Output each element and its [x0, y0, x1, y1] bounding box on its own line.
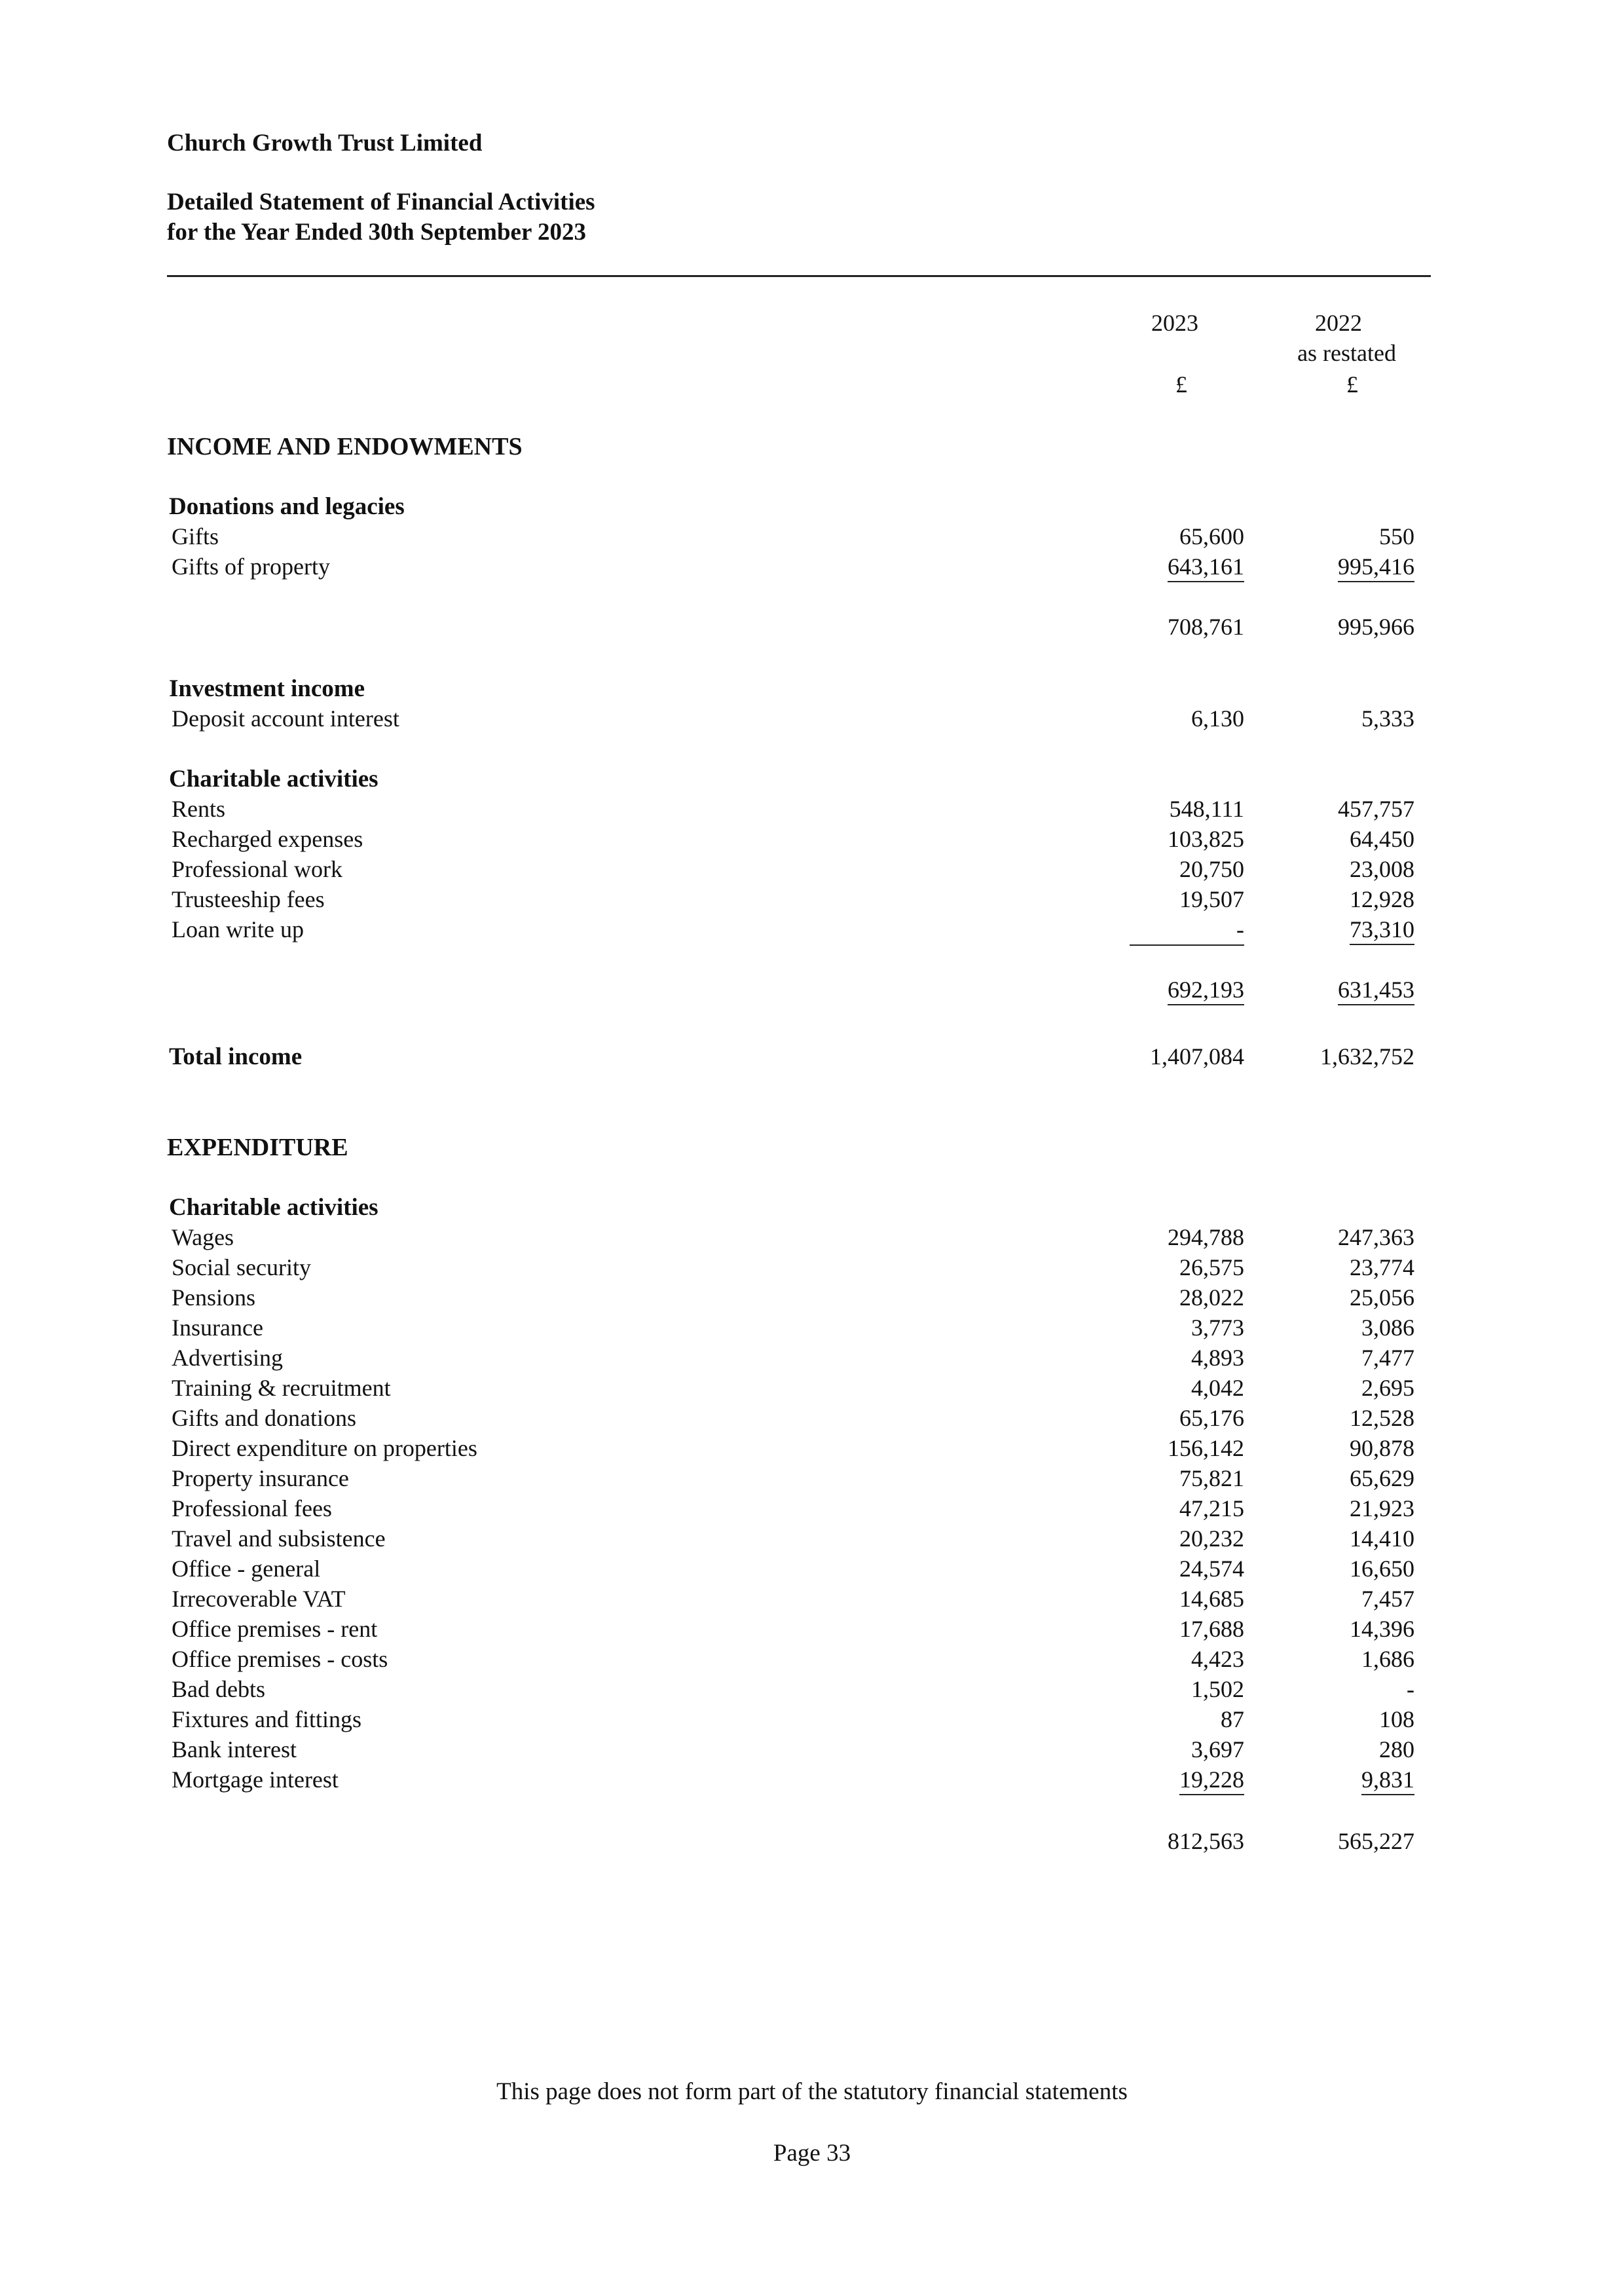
row-label: Office premises - rent — [172, 1616, 378, 1642]
row-value-2022: 457,757 — [1338, 796, 1414, 822]
row-value-2023: 19,507 — [1179, 886, 1244, 912]
row-value-2022: 23,008 — [1350, 856, 1414, 882]
donations-subtotal-2022: 995,966 — [1338, 614, 1414, 640]
row-value-2022: 16,650 — [1350, 1556, 1414, 1582]
row-label: Insurance — [172, 1315, 263, 1341]
row-value-2022: 1,686 — [1361, 1646, 1414, 1672]
row-label: Gifts — [172, 523, 219, 550]
currency-2023: £ — [1175, 371, 1187, 398]
row-value-2023: 4,423 — [1191, 1646, 1244, 1672]
row-value-2022 — [1244, 1766, 1414, 1793]
row-label: Professional work — [172, 856, 342, 882]
row-value-2023-text: - — [1130, 916, 1244, 946]
statement-period: for the Year Ended 30th September 2023 — [167, 219, 586, 246]
row-value-2022: 12,928 — [1350, 886, 1414, 912]
row-value-2022: 64,450 — [1350, 826, 1414, 852]
row-value-2022 — [1244, 916, 1414, 943]
investment-heading: Investment income — [169, 675, 365, 702]
row-label: Loan write up — [172, 916, 304, 942]
row-value-2022: 23,774 — [1350, 1254, 1414, 1280]
income-charitable-subtotal-2022-text: 631,453 — [1338, 977, 1414, 1005]
currency-2022: £ — [1346, 371, 1358, 398]
row-value-2023: 17,688 — [1179, 1616, 1244, 1642]
row-value-2023: 3,773 — [1191, 1315, 1244, 1341]
row-value-2023-text: 19,228 — [1179, 1766, 1244, 1795]
page-number: Page 33 — [773, 2140, 851, 2167]
column-year-2023: 2023 — [1151, 310, 1198, 336]
row-value-2023: 156,142 — [1168, 1435, 1244, 1461]
row-value-2023: 20,750 — [1179, 856, 1244, 882]
row-value-2023: 6,130 — [1191, 705, 1244, 732]
income-charitable-subtotal-2023 — [1074, 976, 1244, 1003]
row-label: Wages — [172, 1224, 234, 1250]
row-value-2022: 7,457 — [1361, 1586, 1414, 1612]
row-value-2022 — [1244, 553, 1414, 580]
total-income-2023: 1,407,084 — [1150, 1043, 1244, 1070]
row-value-2022: 550 — [1379, 523, 1414, 550]
expenditure-total-2023: 812,563 — [1168, 1828, 1244, 1854]
expenditure-total-2022: 565,227 — [1338, 1828, 1414, 1854]
row-value-2023: 65,176 — [1179, 1405, 1244, 1431]
row-value-2022: 5,333 — [1361, 705, 1414, 732]
row-label: Rents — [172, 796, 226, 822]
header-rule — [167, 275, 1431, 277]
row-value-2023: 4,893 — [1191, 1345, 1244, 1371]
company-name: Church Growth Trust Limited — [167, 130, 483, 157]
row-value-2022: 12,528 — [1350, 1405, 1414, 1431]
row-value-2022: - — [1407, 1676, 1414, 1702]
footer-note: This page does not form part of the statutory financial statements — [496, 2078, 1128, 2105]
statement-title: Detailed Statement of Financial Activities — [167, 189, 595, 215]
row-value-2023: 24,574 — [1179, 1556, 1244, 1582]
row-value-2023: 47,215 — [1179, 1495, 1244, 1521]
row-value-2022: 14,410 — [1350, 1525, 1414, 1552]
row-label: Bank interest — [172, 1736, 297, 1763]
row-value-2022: 7,477 — [1361, 1345, 1414, 1371]
row-label: Deposit account interest — [172, 705, 399, 732]
row-value-2023: 3,697 — [1191, 1736, 1244, 1763]
column-restated-note: as restated — [1297, 340, 1396, 366]
row-value-2023: 1,502 — [1191, 1676, 1244, 1702]
row-label: Property insurance — [172, 1465, 349, 1491]
income-charitable-heading: Charitable activities — [169, 766, 378, 793]
row-value-2022: 247,363 — [1338, 1224, 1414, 1250]
row-label: Gifts of property — [172, 553, 330, 580]
income-charitable-subtotal-2022 — [1244, 976, 1414, 1003]
row-value-2022: 25,056 — [1350, 1284, 1414, 1311]
row-label: Office - general — [172, 1556, 321, 1582]
row-value-2022-text: 995,416 — [1338, 553, 1414, 582]
row-value-2023-text: 643,161 — [1168, 553, 1244, 582]
income-heading: INCOME AND ENDOWMENTS — [167, 433, 523, 460]
row-value-2022-text: 73,310 — [1350, 916, 1414, 945]
row-value-2023: 20,232 — [1179, 1525, 1244, 1552]
row-label: Mortgage interest — [172, 1766, 339, 1793]
row-label: Training & recruitment — [172, 1375, 391, 1401]
row-label: Social security — [172, 1254, 311, 1280]
row-label: Trusteeship fees — [172, 886, 325, 912]
row-value-2023: 87 — [1221, 1706, 1244, 1732]
total-income-label: Total income — [169, 1043, 303, 1070]
row-label: Irrecoverable VAT — [172, 1586, 346, 1612]
row-label: Office premises - costs — [172, 1646, 388, 1672]
row-value-2023 — [1074, 553, 1244, 580]
donations-heading: Donations and legacies — [169, 493, 405, 520]
row-value-2023: 65,600 — [1179, 523, 1244, 550]
row-value-2023: 75,821 — [1179, 1465, 1244, 1491]
row-value-2023 — [1074, 916, 1244, 946]
row-label: Travel and subsistence — [172, 1525, 386, 1552]
column-year-2022: 2022 — [1315, 310, 1362, 336]
row-value-2023: 4,042 — [1191, 1375, 1244, 1401]
row-label: Gifts and donations — [172, 1405, 356, 1431]
row-label: Advertising — [172, 1345, 283, 1371]
row-value-2023: 14,685 — [1179, 1586, 1244, 1612]
row-value-2022: 65,629 — [1350, 1465, 1414, 1491]
expenditure-heading: EXPENDITURE — [167, 1134, 348, 1161]
income-charitable-subtotal-2023-text: 692,193 — [1168, 977, 1244, 1005]
row-value-2022-text: 9,831 — [1361, 1766, 1414, 1795]
row-value-2023: 26,575 — [1179, 1254, 1244, 1280]
row-value-2023: 294,788 — [1168, 1224, 1244, 1250]
row-label: Bad debts — [172, 1676, 265, 1702]
row-value-2022: 2,695 — [1361, 1375, 1414, 1401]
row-label: Professional fees — [172, 1495, 332, 1521]
total-income-2022: 1,632,752 — [1320, 1043, 1414, 1070]
row-value-2022: 21,923 — [1350, 1495, 1414, 1521]
row-value-2023: 28,022 — [1179, 1284, 1244, 1311]
row-value-2022: 14,396 — [1350, 1616, 1414, 1642]
row-value-2022: 90,878 — [1350, 1435, 1414, 1461]
row-value-2022: 280 — [1379, 1736, 1414, 1763]
row-label: Fixtures and fittings — [172, 1706, 361, 1732]
expenditure-charitable-heading: Charitable activities — [169, 1194, 378, 1221]
row-label: Pensions — [172, 1284, 256, 1311]
row-value-2022: 3,086 — [1361, 1315, 1414, 1341]
row-label: Recharged expenses — [172, 826, 363, 852]
row-value-2023: 103,825 — [1168, 826, 1244, 852]
donations-subtotal-2023: 708,761 — [1168, 614, 1244, 640]
row-value-2022: 108 — [1379, 1706, 1414, 1732]
row-value-2023 — [1074, 1766, 1244, 1793]
row-value-2023: 548,111 — [1169, 796, 1244, 822]
row-label: Direct expenditure on properties — [172, 1435, 477, 1461]
